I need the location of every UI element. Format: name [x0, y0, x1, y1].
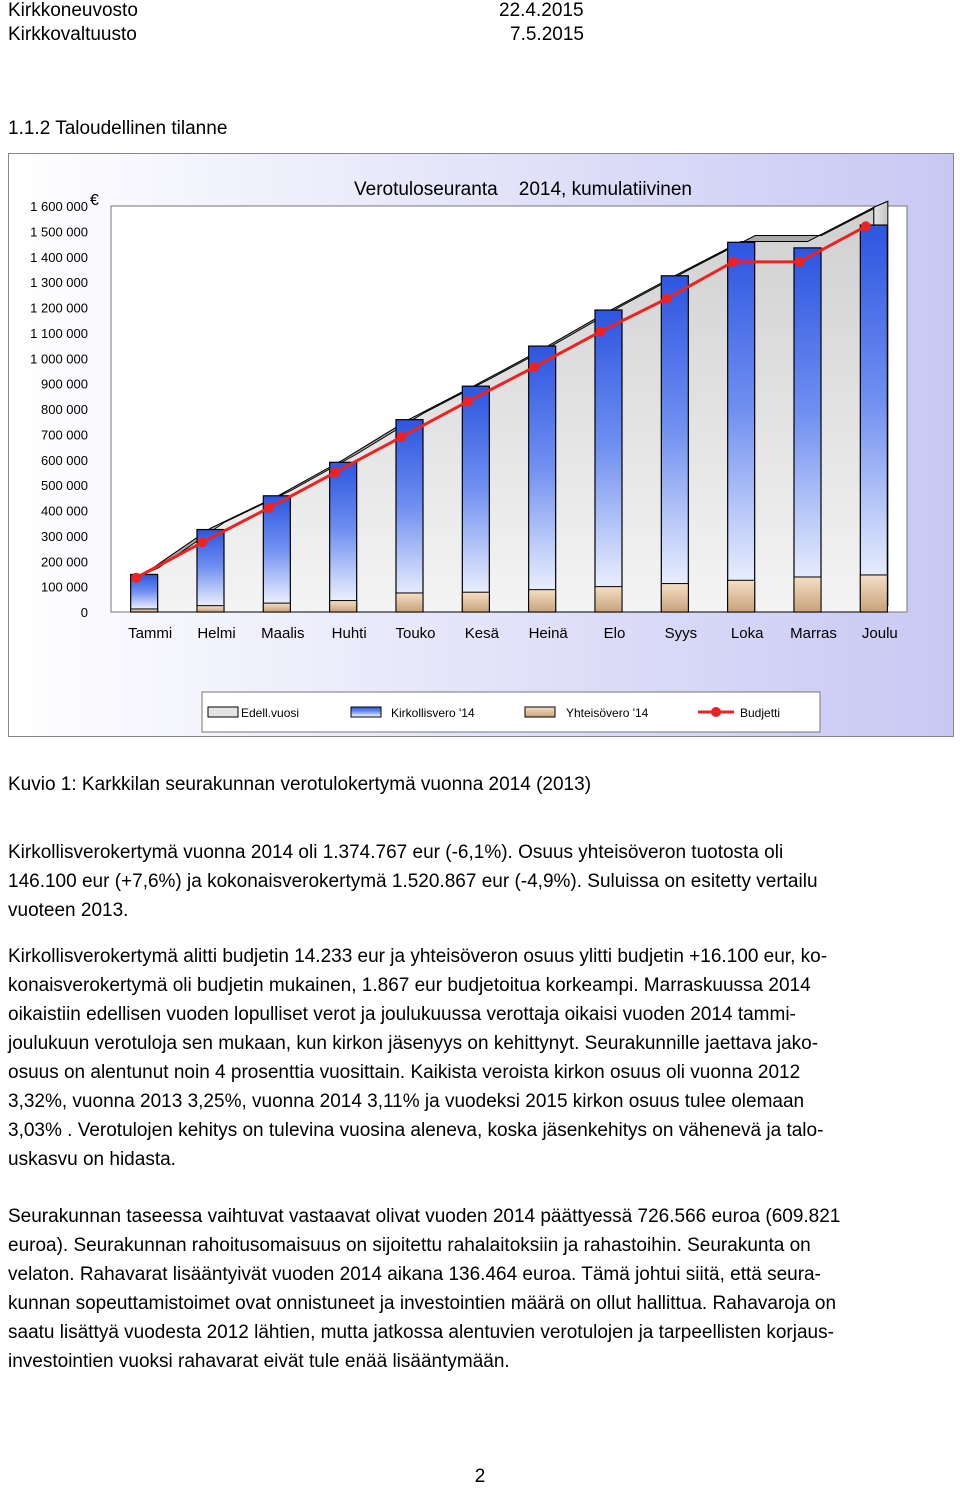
y-tick-label: 600 000	[41, 452, 88, 468]
paragraph-line: vuoteen 2013.	[8, 900, 129, 921]
budget-point	[330, 467, 340, 477]
header-label-2: Kirkkovaltuusto	[8, 24, 137, 45]
legend-swatch	[208, 707, 238, 717]
x-tick-label: Loka	[730, 625, 764, 642]
y-tick-label: 700 000	[41, 427, 88, 443]
legend-label: Kirkollisvero '14	[391, 706, 475, 720]
bar-kirkollisvero	[462, 386, 489, 612]
y-tick-label: 0	[80, 605, 88, 620]
bar-kirkollisvero	[529, 346, 556, 612]
budget-point	[662, 294, 672, 304]
y-tick-label: 1 500 000	[30, 224, 88, 240]
paragraph-line: 3,32%, vuonna 2013 3,25%, vuonna 2014 3,11% ja vuodeksi 2015 kirkon osuus tulee olemaan	[8, 1091, 805, 1112]
legend-swatch	[351, 707, 381, 717]
budget-point	[596, 327, 606, 337]
tax-revenue-chart	[8, 153, 954, 737]
bar-yhteisovero	[595, 587, 622, 612]
bar-kirkollisvero	[661, 276, 688, 612]
paragraph-line: velaton. Rahavarat lisääntyivät vuoden 2014 aikana 136.464 euroa. Tämä johtui siitä, että seura-	[8, 1264, 821, 1285]
bar-yhteisovero	[396, 593, 423, 612]
paragraph-3	[8, 1202, 954, 1376]
bar-kirkollisvero	[595, 310, 622, 612]
y-tick-label: 500 000	[41, 478, 88, 494]
paragraph-line: investointien vuoksi rahavarat eivät tule enää lisääntymään.	[8, 1351, 510, 1372]
bar-kirkollisvero	[330, 462, 357, 612]
x-tick-label: Tammi	[128, 625, 173, 642]
y-tick-label: 1 600 000	[30, 199, 88, 214]
legend-swatch	[525, 707, 555, 717]
budget-point	[728, 257, 738, 267]
header-date-1: 22.4.2015	[499, 0, 584, 21]
legend-marker-budjetti	[711, 707, 721, 717]
header-label-1: Kirkkoneuvosto	[8, 0, 138, 21]
paragraph-line: osuus on alentunut noin 4 prosenttia vuosittain. Kaikista veroista kirkon osuus oli vuonna 2012	[8, 1062, 801, 1083]
bar-yhteisovero	[529, 590, 556, 612]
y-tick-label: 1 000 000	[30, 351, 88, 367]
x-tick-label: Maalis	[261, 625, 305, 642]
legend-label: Edell.vuosi	[241, 706, 300, 720]
budget-point	[264, 503, 274, 513]
paragraph-line: kunnan sopeuttamistoimet ovat onnistuneet ja investointien määrä on ollut hallittua. Rahavaroja on	[8, 1293, 837, 1314]
budget-point	[463, 396, 473, 406]
bar-yhteisovero	[197, 606, 224, 612]
legend-label: Yhteisövero '14	[566, 706, 649, 720]
y-tick-label: 1 300 000	[30, 275, 88, 291]
bar-kirkollisvero	[728, 242, 755, 612]
paragraph-line: konaisverokertymä oli budjetin mukainen, 1.867 eur budjetoitua korkeampi. Marraskuussa 2014	[8, 975, 811, 996]
paragraph-2	[8, 942, 954, 1174]
x-tick-label: Syys	[664, 625, 698, 642]
budget-point	[795, 257, 805, 267]
y-tick-label: 300 000	[41, 528, 88, 544]
x-tick-label: Huhti	[331, 625, 367, 642]
bar-yhteisovero	[860, 575, 887, 612]
paragraph-line: 3,03% . Verotulojen kehitys on tulevina vuosina aleneva, koska jäsenkehitys on vähenevä ja talo-	[8, 1120, 824, 1141]
bar-kirkollisvero	[794, 248, 821, 612]
paragraph-line: euroa). Seurakunnan rahoitusomaisuus on sijoitettu rahalaitoksiin ja rahastoihin. Seurakunta on	[8, 1235, 811, 1256]
x-tick-label: Heinä	[528, 625, 568, 642]
x-tick-label: Kesä	[464, 625, 499, 642]
paragraph-1	[8, 838, 954, 925]
legend-label: Budjetti	[740, 706, 781, 720]
y-tick-label: 100 000	[41, 579, 88, 595]
y-tick-label: 800 000	[41, 402, 88, 417]
y-tick-label: 1 100 000	[30, 325, 88, 341]
bar-yhteisovero	[728, 580, 755, 612]
budget-point	[529, 362, 539, 372]
bar-yhteisovero	[794, 577, 821, 612]
section-title: 1.1.2 Taloudellinen tilanne	[8, 118, 228, 139]
x-tick-label: Touko	[395, 625, 436, 642]
x-tick-label: Helmi	[197, 625, 236, 642]
y-tick-label: 200 000	[41, 554, 88, 570]
bar-yhteisovero	[263, 603, 290, 612]
bar-kirkollisvero	[396, 420, 423, 612]
budget-point	[861, 221, 871, 231]
bar-yhteisovero	[661, 584, 688, 612]
y-tick-label: 900 000	[41, 376, 88, 392]
paragraph-line: uskasvu on hidasta.	[8, 1149, 176, 1170]
budget-point	[131, 573, 141, 583]
chart-title: Verotuloseuranta 2014, kumulatiivinen	[354, 179, 692, 200]
paragraph-line: Kirkollisverokertymä alitti budjetin 14.233 eur ja yhteisöveron osuus ylitti budjetin +16.100 eur, ko-	[8, 946, 828, 967]
chart-svg	[8, 153, 954, 737]
x-tick-label: Joulu	[861, 625, 898, 642]
bar-yhteisovero	[462, 592, 489, 612]
paragraph-line: Seurakunnan taseessa vaihtuvat vastaavat olivat vuoden 2014 päättyessä 726.566 euroa (609.821	[8, 1206, 841, 1227]
y-tick-label: 1 200 000	[30, 300, 88, 316]
budget-point	[198, 537, 208, 547]
header-date-2: 7.5.2015	[510, 24, 584, 45]
x-tick-label: Elo	[603, 625, 626, 642]
budget-point	[397, 432, 407, 442]
paragraph-line: 146.100 eur (+7,6%) ja kokonaisverokertymä 1.520.867 eur (-4,9%). Suluissa on esitetty vertailu	[8, 871, 818, 892]
bar-kirkollisvero	[263, 496, 290, 612]
y-tick-label: 400 000	[41, 503, 88, 519]
bar-yhteisovero	[131, 609, 158, 612]
y-unit-label: €	[90, 192, 99, 209]
page-number: 2	[474, 1466, 486, 1487]
y-tick-label: 1 400 000	[30, 249, 88, 265]
x-tick-label: Marras	[790, 625, 837, 642]
paragraph-line: oikaistiin edellisen vuoden lopulliset verot ja joulukuussa verottaja oikaisi vuoden 2014 tammi-	[8, 1004, 796, 1025]
paragraph-line: Kirkollisverokertymä vuonna 2014 oli 1.374.767 eur (-6,1%). Osuus yhteisöveron tuotosta oli	[8, 842, 784, 863]
bar-kirkollisvero	[860, 225, 887, 612]
paragraph-line: saatu lisättyä vuodesta 2012 lähtien, mutta jatkossa alentuvien verotulojen ja tarpeellisten korjaus-	[8, 1322, 834, 1343]
bar-yhteisovero	[330, 601, 357, 612]
figure-caption: Kuvio 1: Karkkilan seurakunnan verotulokertymä vuonna 2014 (2013)	[8, 774, 592, 795]
paragraph-line: joulukuun verotuloja sen mukaan, kun kirkon jäsenyys on kehittynyt. Seurakunnille jaettava jako-	[8, 1033, 819, 1054]
